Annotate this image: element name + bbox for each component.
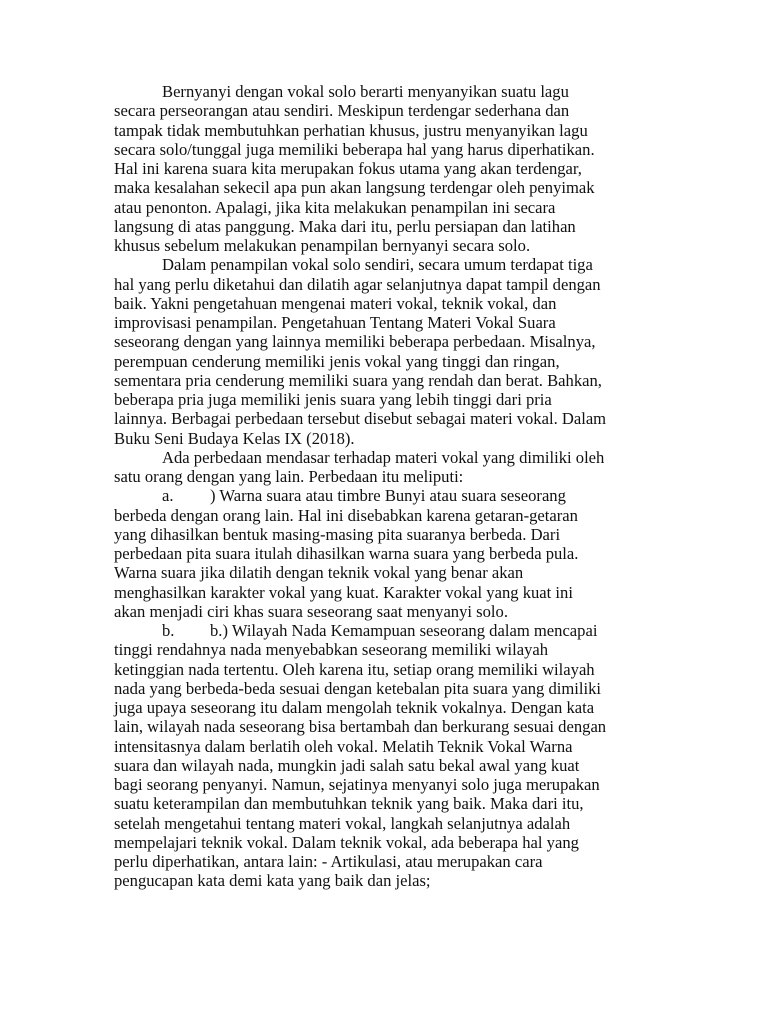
line-text: menghasilkan karakter vokal yang kuat. Karakter vokal yang kuat ini	[114, 582, 573, 602]
text-line	[114, 775, 660, 794]
line-text: maka kesalahan sekecil apa pun akan langsung terdengar oleh penyimak	[114, 178, 595, 198]
text-line	[114, 82, 660, 101]
text-line	[114, 717, 660, 736]
text-line	[114, 294, 660, 313]
list-marker: a.	[162, 486, 174, 506]
document-body	[114, 82, 660, 891]
line-text: ketinggian nada tertentu. Oleh karena itu, setiap orang memiliki wilayah	[114, 659, 595, 679]
line-text: langsung di atas panggung. Maka dari itu, perlu persiapan dan latihan	[114, 216, 576, 236]
text-line	[114, 429, 660, 448]
line-text: mempelajari teknik vokal. Dalam teknik vokal, ada beberapa hal yang	[114, 832, 579, 852]
text-line	[114, 159, 660, 178]
text-line	[114, 602, 660, 621]
text-line	[114, 525, 660, 544]
line-text: suatu keterampilan dan membutuhkan teknik yang baik. Maka dari itu,	[114, 794, 584, 814]
line-text: setelah mengetahui tentang materi vokal, langkah selanjutnya adalah	[114, 813, 571, 833]
line-text: perlu diperhatikan, antara lain: - Artikulasi, atau merupakan cara	[114, 852, 543, 871]
text-line	[114, 236, 660, 255]
line-text: seseorang dengan yang lainnya memiliki beberapa perbedaan. Misalnya,	[114, 332, 596, 352]
line-text: secara perseorangan atau sendiri. Meskipun terdengar sederhana dan	[114, 101, 570, 121]
text-line	[114, 448, 660, 467]
text-line	[114, 698, 660, 717]
line-text: b.) Wilayah Nada Kemampuan seseorang dalam mencapai	[210, 621, 598, 640]
text-line	[114, 409, 660, 428]
line-text: ) Warna suara atau timbre Bunyi atau suara seseorang	[210, 486, 566, 506]
line-text: Hal ini karena suara kita merupakan fokus utama yang akan terdengar,	[114, 159, 582, 178]
text-line	[114, 313, 660, 332]
line-text: lainnya. Berbagai perbedaan tersebut disebut sebagai materi vokal. Dalam	[114, 409, 607, 429]
line-text: Warna suara jika dilatih dengan teknik vokal yang benar akan	[114, 563, 524, 583]
line-text: atau penonton. Apalagi, jika kita melakukan penampilan ini secara	[114, 197, 556, 217]
text-line	[114, 544, 660, 563]
text-line	[114, 275, 660, 294]
line-text: Dalam penampilan vokal solo sendiri, secara umum terdapat tiga	[162, 255, 593, 275]
text-line	[114, 121, 660, 140]
line-text: perbedaan pita suara itulah dihasilkan warna suara yang berbeda pula.	[114, 544, 579, 563]
text-line	[114, 737, 660, 756]
line-text: nada yang berbeda-beda sesuai dengan ketebalan pita suara yang dimiliki	[114, 678, 602, 698]
line-text: satu orang dengan yang lain. Perbedaan itu meliputi:	[114, 467, 464, 486]
line-text: khusus sebelum melakukan penampilan bernyanyi secara solo.	[114, 236, 531, 255]
text-line	[114, 255, 660, 274]
text-line	[114, 871, 660, 890]
text-line	[114, 621, 660, 640]
line-text: pengucapan kata demi kata yang baik dan jelas;	[114, 871, 431, 891]
list-marker: b.	[162, 621, 175, 640]
text-line	[114, 390, 660, 409]
text-line	[114, 352, 660, 371]
text-line	[114, 101, 660, 120]
text-line	[114, 506, 660, 525]
line-text: perempuan cenderung memiliki jenis vokal yang tinggi dan ringan,	[114, 351, 560, 371]
line-text: suara dan wilayah nada, mungkin jadi salah satu bekal awal yang kuat	[114, 755, 580, 775]
line-text: Bernyanyi dengan vokal solo berarti menyanyikan suatu lagu	[162, 82, 569, 101]
text-line	[114, 371, 660, 390]
line-text: bagi seorang penyanyi. Namun, sejatinya menyanyi solo juga merupakan	[114, 775, 600, 794]
text-line	[114, 178, 660, 197]
line-text: berbeda dengan orang lain. Hal ini disebabkan karena getaran-getaran	[114, 505, 578, 525]
line-text: improvisasi penampilan. Pengetahuan Tentang Materi Vokal Suara	[114, 313, 556, 332]
text-line	[114, 486, 660, 505]
line-text: hal yang perlu diketahui dan dilatih agar selanjutnya dapat tampil dengan	[114, 274, 601, 294]
text-line	[114, 583, 660, 602]
line-text: lain, wilayah nada seseorang bisa bertambah dan berkurang sesuai dengan	[114, 717, 607, 737]
line-text: Ada perbedaan mendasar terhadap materi vokal yang dimiliki oleh	[162, 447, 605, 467]
line-text: baik. Yakni pengetahuan mengenai materi vokal, teknik vokal, dan	[114, 293, 557, 313]
text-line	[114, 852, 660, 871]
text-line	[114, 814, 660, 833]
text-line	[114, 679, 660, 698]
text-line	[114, 198, 660, 217]
line-text: secara solo/tunggal juga memiliki beberapa hal yang harus diperhatikan.	[114, 139, 595, 159]
line-text: yang dihasilkan bentuk masing-masing pita suaranya berbeda. Dari	[114, 524, 561, 544]
line-text: sementara pria cenderung memiliki suara yang rendah dan berat. Bahkan,	[114, 370, 602, 390]
text-line	[114, 640, 660, 659]
text-line	[114, 563, 660, 582]
text-line	[114, 217, 660, 236]
text-line	[114, 332, 660, 351]
text-line	[114, 660, 660, 679]
line-text: Buku Seni Budaya Kelas IX (2018).	[114, 428, 355, 448]
text-line	[114, 833, 660, 852]
line-text: juga upaya seseorang itu dalam mengolah teknik vokalnya. Dengan kata	[114, 698, 595, 717]
text-line	[114, 756, 660, 775]
text-line	[114, 140, 660, 159]
text-line	[114, 467, 660, 486]
line-text: akan menjadi ciri khas suara seseorang saat menyanyi solo.	[114, 601, 508, 621]
line-text: beberapa pria juga memiliki jenis suara yang lebih tinggi dari pria	[114, 390, 552, 409]
line-text: intensitasnya dalam berlatih oleh vokal. Melatih Teknik Vokal Warna	[114, 736, 573, 756]
line-text: tampak tidak membutuhkan perhatian khusus, justru menyanyikan lagu	[114, 120, 588, 140]
line-text: tinggi rendahnya nada menyebabkan seseorang memiliki wilayah	[114, 640, 549, 660]
text-line	[114, 794, 660, 813]
